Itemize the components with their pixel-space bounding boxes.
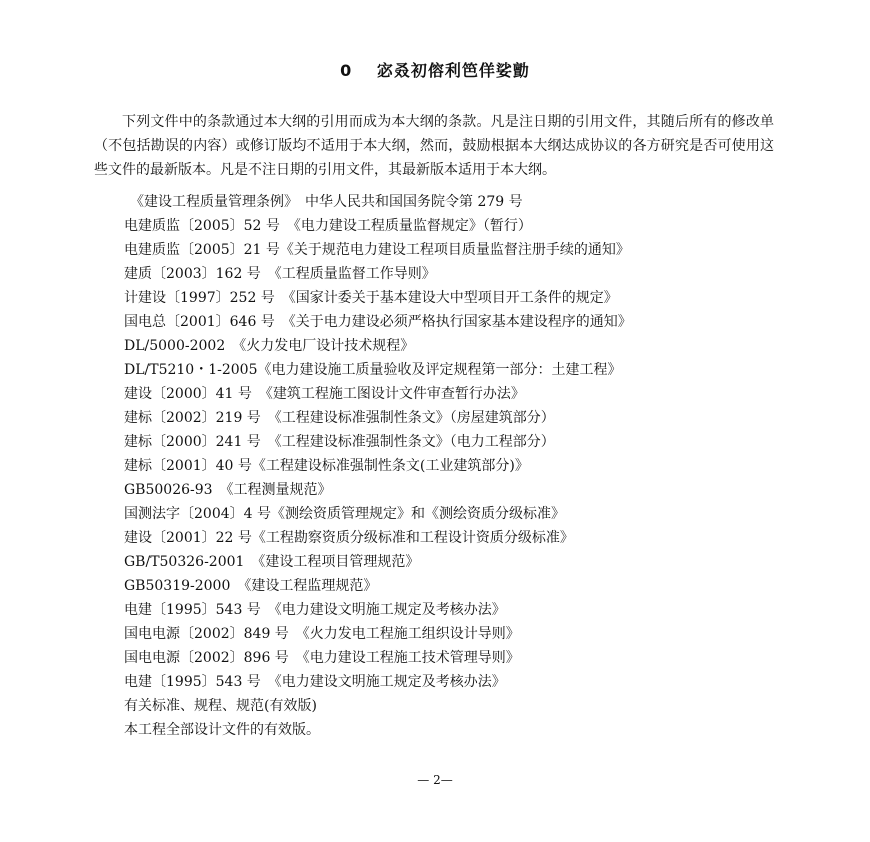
reference-item: 电建质监〔2005〕21 号《关于规范电力建设工程项目质量监督注册手续的通知》 (124, 242, 630, 258)
section-heading (0, 58, 870, 81)
reference-item: 电建〔1995〕543 号 《电力建设文明施工规定及考核办法》 (124, 602, 506, 618)
reference-item: 建标〔2000〕241 号 《工程建设标准强制性条文》（电力工程部分） (124, 434, 555, 450)
reference-list (124, 190, 814, 742)
reference-item: 计建设〔1997〕252 号 《国家计委关于基本建设大中型项目开工条件的规定》 (124, 290, 618, 306)
reference-item: 本工程全部设计文件的有效版。 (124, 722, 320, 738)
reference-item: 国电总〔2001〕646 号 《关于电力建设必须严格执行国家基本建设程序的通知》 (124, 314, 632, 330)
intro-paragraph: 下列文件中的条款通过本大纲的引用而成为本大纲的条款。凡是注日期的引用文件，其随后所有的修改单（不包括勘误的内容）或修订版均不适用于本大纲，然而，鼓励根据本大纲达成协议的各方研究是否可使用这些文件的最新版本。凡是不注日期的引用文件，其最新版本适用于本大纲。 (94, 114, 774, 178)
reference-item: 有关标准、规程、规范(有效版) (124, 698, 317, 714)
reference-item: 国电电源〔2002〕849 号 《火力发电工程施工组织设计导则》 (124, 626, 520, 642)
reference-item: 建设〔2000〕41 号 《建筑工程施工图设计文件审查暂行办法》 (124, 386, 525, 402)
reference-item: GB50319-2000 《建设工程监理规范》 (124, 578, 378, 594)
reference-item: 建质〔2003〕162 号 《工程质量监督工作导则》 (124, 266, 436, 282)
page-number: — 2— (417, 773, 453, 787)
section-number: 0 (340, 61, 353, 80)
reference-item: 建标〔2002〕219 号 《工程建设标准强制性条文》（房屋建筑部分） (124, 410, 555, 426)
reference-item: 《建设工程质量管理条例》 中华人民共和国国务院令第 279 号 (130, 194, 523, 210)
reference-item: 国测法字〔2004〕4 号《测绘资质管理规定》和《测绘资质分级标准》 (124, 506, 565, 522)
reference-item: 国电电源〔2002〕896 号 《电力建设工程施工技术管理导则》 (124, 650, 520, 666)
reference-item: DL/T5210・1-2005《电力建设施工质量验收及评定规程第一部分：土建工程》 (124, 362, 622, 378)
section-title: 宓叒初傛利笆佯娑勯 (376, 61, 530, 80)
reference-item: 电建质监〔2005〕52 号 《电力建设工程质量监督规定》（暂行） (124, 218, 532, 234)
reference-item: 建标〔2001〕40 号《工程建设标准强制性条文(工业建筑部分)》 (124, 458, 529, 474)
reference-item: 建设〔2001〕22 号《工程勘察资质分级标准和工程设计资质分级标准》 (124, 530, 574, 546)
reference-item: DL/5000-2002 《火力发电厂设计技术规程》 (124, 338, 415, 354)
reference-item: GB/T50326-2001 《建设工程项目管理规范》 (124, 554, 420, 570)
reference-item: GB50026-93 《工程测量规范》 (124, 482, 332, 498)
reference-item: 电建〔1995〕543 号 《电力建设文明施工规定及考核办法》 (124, 674, 506, 690)
